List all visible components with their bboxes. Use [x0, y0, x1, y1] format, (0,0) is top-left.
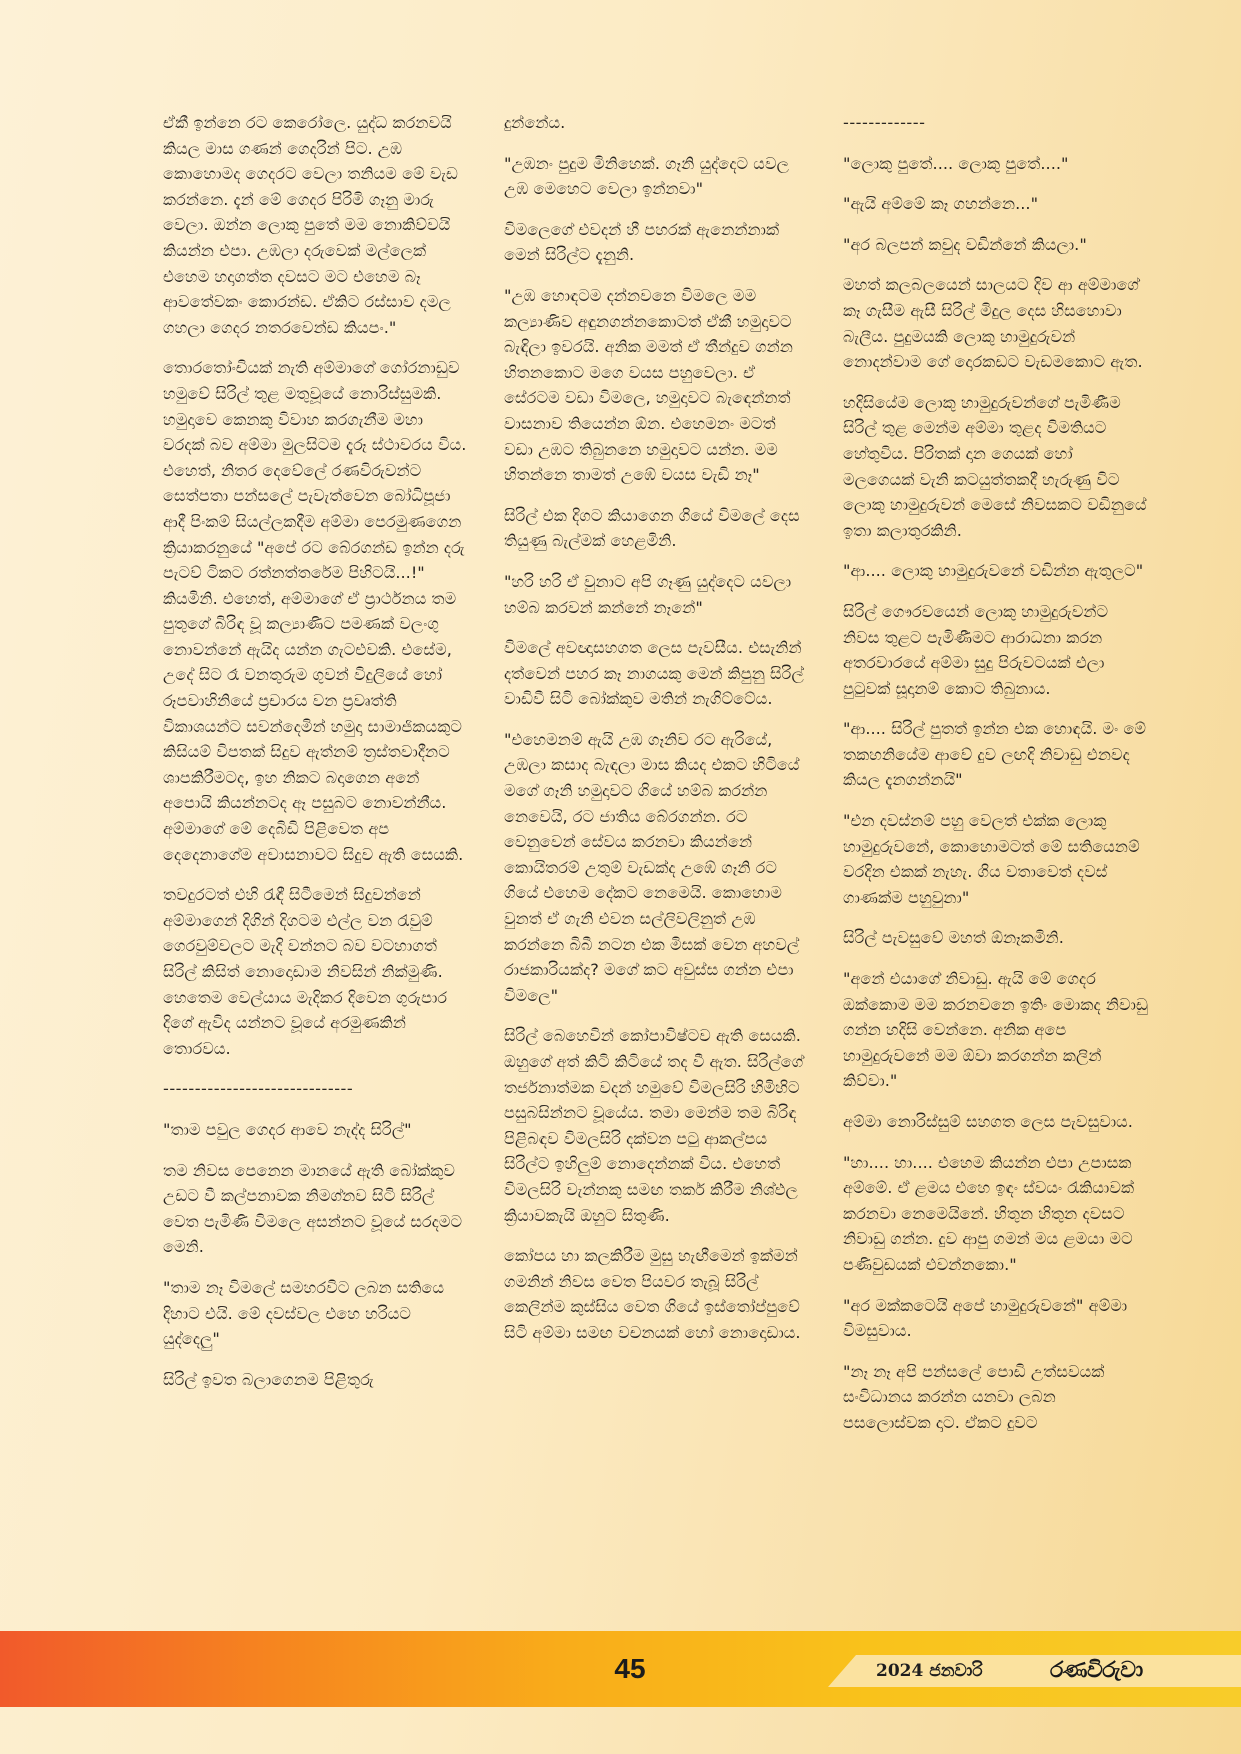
magazine-logo: රණවිරුවා	[1050, 1657, 1143, 1683]
paragraph: සිරිල් ඉවත බලාගෙනම පිළිතුරු	[163, 1369, 374, 1389]
paragraph: විමලෙගේ එවදන් හී පහරක් ඇනෙන්නාක් මෙන් සිරිල්ට දැනුනි.	[504, 219, 780, 265]
text-column-3	[843, 110, 1148, 1451]
paragraph: තොරතෝංචියක් නැති අම්මාගේ ගෝරනාඩුව හමුවේ සිරිල් තුළ මතුවූයේ නොරිස්සුමකි. හමුදාවෙ කෙනකු විවාහ කරගැනීම මහා වරදක් බව අම්මා මුලසිටම දැරූ ස්ථාවරය විය. එහෙත්, නිතර දෙවේලේ රණවිරුවන්ට සෙත්පතා පන්සලේ පැවැත්වෙන බෝධිපූජා ආදී පිංකම් සියල්ලකදීම අම්මා පෙරමුණගෙන ක්‍රියාකරනුයේ "අපේ රට බේරගන්ඩ ඉන්න දරු පැටව් ටිකට රත්නත්තරේම පිහිටයි...!" කියමිනි. එහෙත්, අම්මාගේ ඒ ප්‍රාර්ථනය තම පුතුගේ බිරිඳ වූ කල්‍යාණිට පමණක් වලංගු නොවන්නේ ඇයිද යන්න ගැටළුවකි. එසේම, උදේ සිට රෑ වනතුරුම ගුවන් විදුලියේ හෝ රූපවාහිනියේ ප්‍රචාරය වන ප්‍රවෘත්ති විකාශයන්ට සවන්දෙමින් හමුදා සාමාජිකයකුට කිසියම් විපතක් සිදුව ඇත්නම් ත්‍රස්තවාදීනට ශාපකිරීමටද, ඉහ නිකට බදාගෙන අනේ අපොයි කියන්නටද ඈ පසුබට නොවන්නීය. අම්මාගේ මේ දෙබිඩි පිළිවෙත අප දෙදෙනාගේම අවාසනාවට සිදුව ඇති සෙයකි.	[163, 358, 467, 864]
paragraph: අම්මා නොරිස්සුම් සහගත ලෙස පැවසුවාය.	[843, 1112, 1133, 1131]
paragraph: සිරිල් එක දිගට කියාගෙන ගියේ විමලේ දෙස තියුණු බැල්මක් හෙළමිනි.	[504, 505, 800, 551]
paragraph: "ලොකු පුතේ.... ලොකු පුතේ...."	[843, 153, 1069, 173]
section-separator: ------------------------------	[163, 1079, 354, 1099]
paragraph: තම නිවස පෙනෙන මානයේ ඇති බෝක්කුව උඩට වී කල්පනාවක නිමග්නව සිටි සිරිල් වෙත පැමිණි විමලෙ අසන්නට වූයේ සරදමට මෙනි.	[163, 1160, 463, 1257]
paragraph: හදිසියේම ලොකු හාමුදුරුවන්ගේ පැමිණීම සිරිල් තුළ මෙන්ම අම්මා තුළද විමතියට හේතුවිය. පිරිතක් දාන ගෙයක් හෝ මලගෙයක් වැනි කටයුත්තකදී හැරුණු විට ලොකු හාමුදුරුවන් මෙසේ නිවසකට වඩිනුයේ ඉතා කලාතුරකිනි.	[843, 392, 1147, 540]
paragraph: "අනේ එයාගේ නිවාඩු. ඇයි මේ ගෙදර ඔක්කොම මම කරනවනෙ ඉතිං මොකද නිවාඩු ගන්න හදිසි වෙන්නෙ. අනික අපෙ හාමුදුරුවනේ මම ඕවා කරගන්න කලින් කිව්වා."	[843, 969, 1148, 1091]
paragraph: "තාම නෑ විමලේ සමහරවිට ලබන සතියෙ දිහාට එයි. මේ දවස්වල එහෙ හරියට යුද්දෙලු"	[163, 1277, 445, 1349]
paragraph: "උඹ හොඳටම දන්නවනෙ විමලෙ මම කල්‍යාණිව අඳුනගන්නකොටත් ඒකී හමුදාවට බැඳිලා ඉවරයි. අනික මමත් ඒ තීන්දුව ගන්න හිතනකොට මගෙ වයස පහුවෙලා. ඒ සේරටම වඩා විමලෙ, හමුදාවට බැඳෙන්නත් වාසනාව තියෙන්න ඕන. එහෙමනං මටත් වඩා උඹට තිබුනනෙ හමුදාවට යන්න. මම හිතන්නෙ තාමත් උඹේ වයස වැඩි නෑ"	[504, 285, 793, 485]
section-separator: -------------	[843, 113, 926, 132]
paragraph: "ආ.... ලොකු හාමුදුරුවනේ වඩින්න ඇතුලට"	[843, 561, 1144, 581]
paragraph: "අර මක්කටෙයි අපේ හාමුදුරුවනේ" අම්මා විමසුවාය.	[843, 1295, 1128, 1341]
paragraph: මහත් කලබලයෙන් සාලයට දිව ආ අම්මාගේ කෑ ගැසීම ඇසී සිරිල් මිදුල දෙස හිසහොවා බැලීය. පුදුමයකි ලොකු හාමුදුරුවන් නොදන්වාම ගේ දොරකඩට වැඩමකොට ඇත.	[843, 275, 1143, 372]
paragraph: සිරිල් පැවසුවේ මහත් ඕනෑකමිනි.	[843, 928, 1064, 948]
paragraph: "එහෙමනම් ඇයි උඹ ගෑනිව රට ඇරියේ, උඹලා කසාද බැඳලා මාස කියද එකට හිටියේ මගේ ගෑනි හමුදාවට ගියේ හම්බ කරන්න නෙවෙයි, රට ජාතිය බේරගන්න. රට වෙනුවෙන් සේවය කරනවා කියන්නේ කොයිතරම් උතුම් වැඩක්ද උඹේ ගෑනි රට ගියේ එහෙම දේකට නෙමෙයි. කොහොම වුනත් ඒ ගැනි එවන සල්ලිවලිනුත් උඹ කරන්නෙ බිබී නටන එක මිසක් වෙන අහවල් රාජකාරියක්ද? මගේ කට අවුස්ස ගන්න එපා විමලෙ"	[504, 729, 800, 1005]
paragraph: "එන දවස්නම් පහු වෙලත් එක්ක ලොකු හාමුදුරුවනේ, කොහොමටත් මේ සතියෙනම් වරදින එකක් නැහැ. ගිය වතාවෙත් දවස් ගාණක්ම පහුවුනා"	[843, 811, 1140, 907]
issue-date: 2024 ජනවාරි	[876, 1661, 983, 1681]
paragraph: සිරිල් බෙහෙවින් කෝපාවිෂ්ටව ඇති සෙයකි. ඔහුගේ අත් කිටි කිටියේ තද වී ඇත. සිරිල්ගේ තර්ජනාත්මක වදන් හමුවේ විමලසිරි හිමිහිට පසුබසින්නට වූයේය. තමා මෙන්ම තම බිරිඳ පිළිබඳව විමලසිරි දක්වන පටු ආකල්පය සිරිල්ට ඉහිලුම් නොදෙන්නක් විය. එහෙත් විමලසිරි වැන්නකු සමඟ තර්ක කිරීම නිශ්ඵල ක්‍රියාවකැයි ඔහුට සිතුණි.	[504, 1026, 804, 1225]
paragraph: "ආ.... සිරිල් පුතත් ඉන්න එක හොඳයි. මං මේ තකහනියේම ආවේ දුව ලඟදි නිවාඩු එනවද කියල දැනගන්නයි"	[843, 719, 1147, 790]
page-number: 45	[614, 1653, 646, 1684]
paragraph: විමලේ අවඥාසහගත ලෙස පැවසීය. එසැනින් දත්වෙන් පහර කෑ නාගයකු මෙන් කිපුනු සිරිල් වාඩිවී සිටි බෝක්කුව මතින් නැගිට්ටේය.	[504, 638, 804, 709]
paragraph: "උඹනං පුදුම මිනිහෙක්. ගෑනි යුද්දෙට යවල උඹ මෙහෙට වෙලා ඉන්නවා"	[504, 153, 789, 199]
paragraph: ඒකී ඉන්නෙ රට කෙරෝලෙ. යුද්ධ කරනවයි කියල මාස ගණන් ගෙදරින් පිට. උඹ කොහොමද ගෙදරට වෙලා තනියම මේ වැඩ කරන්නෙ. දැන් මේ ගෙදර පිරිමි ගෑනු මාරු වෙලා. ඔන්න ලොකු පුතේ මම නොකිව්වයි කියන්න එපා. උඹලා දරුවෙක් මල්ලෙක් එහෙම හදාගත්ත දවසට මට එහෙම බෑ ආවතේවකං කොරන්ඩ. ඒකිට රස්සාව දමල ගහලා ගෙදර නතරවෙන්ඩ කියපං."	[163, 113, 459, 337]
paragraph: "අර බලපන් කවුද වඩින්නේ කියලා."	[843, 234, 1087, 254]
paragraph: "නෑ නෑ අපි පන්සලේ පොඩි උත්සවයක් සංවිධානය කරන්න යනවා ලබන පසලොස්වක දාට. ඒකට දුවට	[843, 1361, 1105, 1432]
paragraph: "හා.... හා.... එහෙම කියන්න එපා උපාසක අම්මේ. ඒ ළමය එහෙ ඉඳං ස්වයං රැකියාවක් කරනවා නෙමෙයිනේ. හිතුන හිතුන දවසට නිවාඩු ගන්න. දුව ආපු ගමන් මය ළමයා මට පණිවුඩයක් එවන්නකො."	[843, 1152, 1135, 1274]
paragraph: "හරි හරි ඒ වුනාට අපි ගෑණු යුද්දෙට යවලා හම්බ කරවන් කන්නේ නෑනේ"	[504, 571, 792, 617]
text-column-1	[163, 110, 468, 1407]
paragraph: තවදුරටත් එහි රැඳී සිටීමෙන් සිදුවන්නේ අම්මාගෙන් දිගින් දිගටම එල්ල වන රැවුම් ගෙරවුම්වලට මැදි වන්නට බව වටහාගත් සිරිල් කිසිත් නොදොඩාම නිවසින් නික්මුණි. හෙතෙම වෙල්යාය මැදිකර දිවෙන ගුරුපාර දිගේ ඇවිද යන්නට වූයේ අරමුණකින් තොරවය.	[163, 885, 448, 1058]
paragraph: සිරිල් ගෞරවයෙන් ලොකු හාමුදුරුවන්ට නිවස තුළට පැමිණීමට ආරාධනා කරන අතරවාරයේ අම්මා සුදු පිරුවටයක් එලා පුටුවක් සූදානම් කොට තිබුනාය.	[843, 601, 1109, 698]
paragraph: "ඇයි අම්මේ කෑ ගහන්නෙ..."	[843, 194, 1039, 214]
paragraph: "තාම පවුල ගෙදර ආවෙ නැද්ද සිරිල්"	[163, 1119, 412, 1139]
paragraph: කෝපය හා කලකිරීම මුසු හැඟීමෙන් ඉක්මන් ගමනින් නිවස වෙත පියවර තැබූ සිරිල් කෙලින්ම කුස්සිය වෙත ගියේ ඉස්තෝප්පුවේ සිටි අම්මා සමඟ වචනයක් හෝ නොදොඩාය.	[504, 1246, 801, 1342]
paragraph: දුන්නේය.	[504, 113, 566, 132]
text-column-2	[504, 110, 809, 1361]
